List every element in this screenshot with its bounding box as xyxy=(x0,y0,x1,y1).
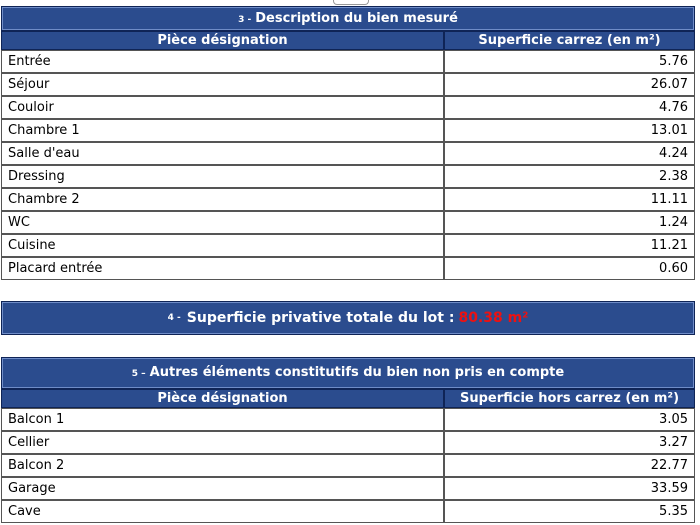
room-name-cell: Cave xyxy=(1,500,444,523)
col-header-room: Pièce désignation xyxy=(1,31,444,50)
area-value-cell: 0.60 xyxy=(444,257,695,280)
area-value-cell: 11.21 xyxy=(444,234,695,257)
section-3-number: 3 - xyxy=(238,15,252,25)
table-row xyxy=(1,119,695,142)
room-name-cell: Couloir xyxy=(1,96,444,119)
col-header-room: Pièce désignation xyxy=(1,389,444,408)
area-value-cell: 26.07 xyxy=(444,73,695,96)
top-edge-mark xyxy=(333,0,369,5)
section-3-table-body xyxy=(1,50,695,280)
room-name-cell: Placard entrée xyxy=(1,257,444,280)
room-name-cell: Balcon 1 xyxy=(1,408,444,431)
section-5-other-elements xyxy=(1,357,695,523)
area-value-cell: 11.11 xyxy=(444,188,695,211)
section-3-measured-description xyxy=(1,6,695,280)
room-name-cell: Séjour xyxy=(1,73,444,96)
area-value-cell: 1.24 xyxy=(444,211,695,234)
area-value-cell: 13.01 xyxy=(444,119,695,142)
area-value-cell: 5.35 xyxy=(444,500,695,523)
area-value-cell: 3.05 xyxy=(444,408,695,431)
col-header-carrez-area: Superficie carrez (en m²) xyxy=(444,31,695,50)
table-row xyxy=(1,142,695,165)
room-name-cell: Salle d'eau xyxy=(1,142,444,165)
total-area-label: Superficie privative totale du lot : xyxy=(186,310,455,326)
room-name-cell: Cellier xyxy=(1,431,444,454)
section-5-column-headers xyxy=(1,389,695,408)
room-name-cell: WC xyxy=(1,211,444,234)
col-header-non-carrez-area: Superficie hors carrez (en m²) xyxy=(444,389,695,408)
section-3-title: Description du bien mesuré xyxy=(255,11,458,26)
section-5-number: 5 – xyxy=(131,369,146,379)
room-name-cell: Dressing xyxy=(1,165,444,188)
room-name-cell: Chambre 1 xyxy=(1,119,444,142)
room-name-cell: Balcon 2 xyxy=(1,454,444,477)
room-name-cell: Garage xyxy=(1,477,444,500)
table-row xyxy=(1,73,695,96)
area-value-cell: 3.27 xyxy=(444,431,695,454)
table-row xyxy=(1,408,695,431)
table-row xyxy=(1,188,695,211)
table-row xyxy=(1,211,695,234)
room-name-cell: Chambre 2 xyxy=(1,188,444,211)
table-row xyxy=(1,454,695,477)
table-row xyxy=(1,234,695,257)
table-row xyxy=(1,477,695,500)
section-4-total xyxy=(1,301,695,335)
total-area-value: 80.38 m² xyxy=(458,310,529,326)
section-3-column-headers xyxy=(1,31,695,50)
table-row xyxy=(1,165,695,188)
table-row xyxy=(1,257,695,280)
area-value-cell: 22.77 xyxy=(444,454,695,477)
area-value-cell: 4.24 xyxy=(444,142,695,165)
section-3-header xyxy=(1,6,695,31)
total-area-banner xyxy=(1,301,695,335)
area-value-cell: 4.76 xyxy=(444,96,695,119)
room-name-cell: Cuisine xyxy=(1,234,444,257)
room-name-cell: Entrée xyxy=(1,50,444,73)
table-row xyxy=(1,431,695,454)
table-row xyxy=(1,500,695,523)
section-5-header xyxy=(1,357,695,389)
table-row xyxy=(1,96,695,119)
area-value-cell: 5.76 xyxy=(444,50,695,73)
area-value-cell: 33.59 xyxy=(444,477,695,500)
section-5-table-body xyxy=(1,408,695,523)
area-value-cell: 2.38 xyxy=(444,165,695,188)
table-row xyxy=(1,50,695,73)
section-5-title: Autres éléments constitutifs du bien non pris en compte xyxy=(149,365,565,380)
section-4-number: 4 - xyxy=(167,313,181,323)
